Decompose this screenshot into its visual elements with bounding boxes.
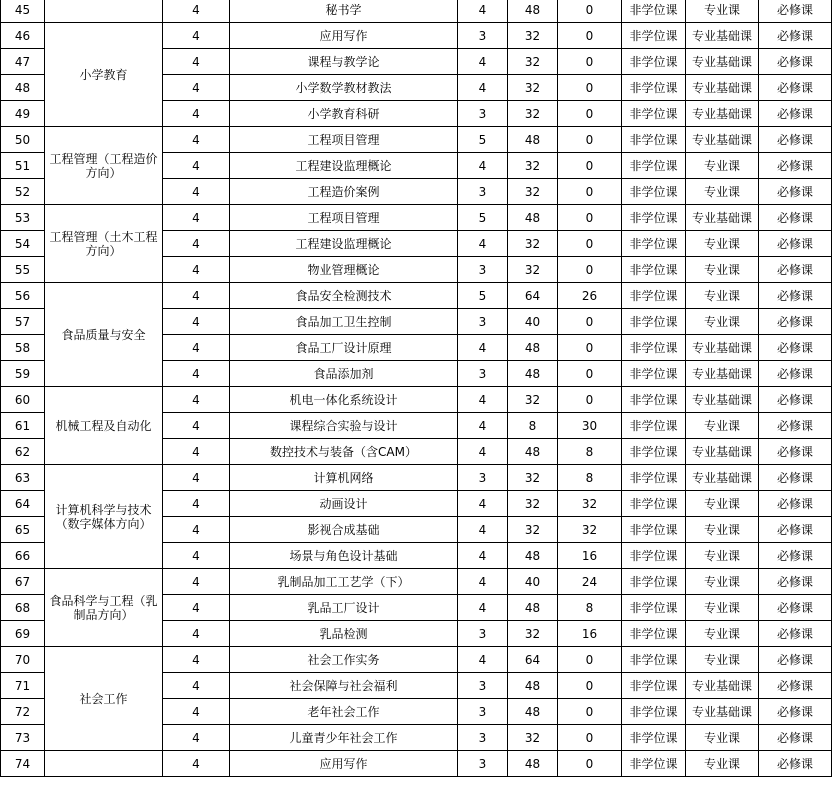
cell-hours: 48 [508,0,558,23]
cell-term: 4 [163,153,230,179]
cell-course: 乳品工厂设计 [230,595,458,621]
cell-category: 专业课 [686,725,759,751]
cell-course: 课程与教学论 [230,49,458,75]
cell-term: 4 [163,101,230,127]
cell-degree: 非学位课 [622,49,686,75]
cell-course: 社会工作实务 [230,647,458,673]
cell-hours: 32 [508,75,558,101]
cell-no: 52 [1,179,45,205]
cell-category: 专业基础课 [686,23,759,49]
cell-category: 专业课 [686,153,759,179]
cell-required: 必修课 [759,101,832,127]
cell-practice: 0 [558,49,622,75]
cell-degree: 非学位课 [622,257,686,283]
cell-category: 专业基础课 [686,465,759,491]
cell-hours: 64 [508,647,558,673]
cell-credits: 4 [458,647,508,673]
cell-practice: 0 [558,23,622,49]
cell-no: 70 [1,647,45,673]
cell-major [45,0,163,23]
cell-course: 老年社会工作 [230,699,458,725]
cell-course: 物业管理概论 [230,257,458,283]
cell-major: 食品科学与工程（乳制品方向） [45,569,163,647]
cell-credits: 3 [458,699,508,725]
cell-category: 专业课 [686,283,759,309]
cell-practice: 0 [558,647,622,673]
cell-course: 课程综合实验与设计 [230,413,458,439]
cell-required: 必修课 [759,491,832,517]
cell-degree: 非学位课 [622,153,686,179]
cell-credits: 3 [458,179,508,205]
table-row [1,283,832,309]
cell-major: 工程管理（工程造价方向） [45,127,163,205]
cell-practice: 24 [558,569,622,595]
cell-practice: 8 [558,595,622,621]
cell-practice: 0 [558,75,622,101]
cell-practice: 0 [558,387,622,413]
cell-degree: 非学位课 [622,309,686,335]
cell-hours: 48 [508,335,558,361]
cell-required: 必修课 [759,283,832,309]
cell-category: 专业基础课 [686,101,759,127]
cell-credits: 4 [458,49,508,75]
cell-credits: 3 [458,465,508,491]
cell-no: 49 [1,101,45,127]
cell-practice: 0 [558,257,622,283]
cell-term: 4 [163,751,230,777]
cell-credits: 4 [458,595,508,621]
cell-degree: 非学位课 [622,725,686,751]
cell-degree: 非学位课 [622,569,686,595]
table-row [1,0,832,23]
cell-credits: 4 [458,517,508,543]
cell-course: 食品安全检测技术 [230,283,458,309]
cell-term: 4 [163,361,230,387]
cell-practice: 0 [558,309,622,335]
cell-term: 4 [163,75,230,101]
cell-hours: 32 [508,49,558,75]
cell-degree: 非学位课 [622,361,686,387]
cell-required: 必修课 [759,439,832,465]
cell-category: 专业课 [686,413,759,439]
cell-degree: 非学位课 [622,673,686,699]
cell-degree: 非学位课 [622,101,686,127]
cell-degree: 非学位课 [622,75,686,101]
cell-hours: 48 [508,439,558,465]
cell-degree: 非学位课 [622,283,686,309]
cell-required: 必修课 [759,413,832,439]
cell-course: 乳制品加工工艺学（下） [230,569,458,595]
cell-required: 必修课 [759,751,832,777]
cell-term: 4 [163,673,230,699]
cell-course: 工程项目管理 [230,127,458,153]
cell-hours: 32 [508,257,558,283]
cell-credits: 3 [458,309,508,335]
cell-course: 场景与角色设计基础 [230,543,458,569]
cell-practice: 0 [558,231,622,257]
cell-hours: 32 [508,491,558,517]
cell-degree: 非学位课 [622,543,686,569]
cell-degree: 非学位课 [622,179,686,205]
cell-hours: 40 [508,569,558,595]
cell-major: 小学教育 [45,23,163,127]
table-row [1,751,832,777]
cell-hours: 48 [508,361,558,387]
cell-term: 4 [163,0,230,23]
table-body [1,0,832,777]
cell-no: 59 [1,361,45,387]
cell-degree: 非学位课 [622,127,686,153]
cell-required: 必修课 [759,257,832,283]
cell-term: 4 [163,309,230,335]
cell-hours: 48 [508,751,558,777]
cell-no: 67 [1,569,45,595]
cell-term: 4 [163,127,230,153]
cell-term: 4 [163,257,230,283]
cell-term: 4 [163,335,230,361]
cell-credits: 5 [458,283,508,309]
cell-term: 4 [163,179,230,205]
cell-credits: 4 [458,413,508,439]
cell-practice: 8 [558,439,622,465]
cell-credits: 3 [458,361,508,387]
cell-required: 必修课 [759,673,832,699]
cell-hours: 32 [508,621,558,647]
cell-no: 68 [1,595,45,621]
cell-no: 55 [1,257,45,283]
cell-required: 必修课 [759,231,832,257]
cell-term: 4 [163,543,230,569]
cell-hours: 48 [508,127,558,153]
cell-no: 48 [1,75,45,101]
cell-course: 动画设计 [230,491,458,517]
cell-degree: 非学位课 [622,517,686,543]
cell-practice: 0 [558,179,622,205]
cell-term: 4 [163,49,230,75]
cell-practice: 0 [558,673,622,699]
cell-practice: 30 [558,413,622,439]
cell-course: 儿童青少年社会工作 [230,725,458,751]
cell-course: 乳品检测 [230,621,458,647]
cell-term: 4 [163,569,230,595]
cell-course: 小学教育科研 [230,101,458,127]
cell-credits: 3 [458,725,508,751]
cell-category: 专业课 [686,491,759,517]
cell-hours: 48 [508,699,558,725]
cell-course: 应用写作 [230,751,458,777]
cell-required: 必修课 [759,543,832,569]
cell-credits: 4 [458,0,508,23]
cell-no: 65 [1,517,45,543]
cell-term: 4 [163,465,230,491]
cell-degree: 非学位课 [622,335,686,361]
cell-degree: 非学位课 [622,465,686,491]
cell-degree: 非学位课 [622,621,686,647]
cell-course: 秘书学 [230,0,458,23]
cell-degree: 非学位课 [622,595,686,621]
cell-credits: 4 [458,569,508,595]
cell-required: 必修课 [759,335,832,361]
cell-term: 4 [163,439,230,465]
cell-term: 4 [163,595,230,621]
cell-category: 专业课 [686,751,759,777]
cell-category: 专业课 [686,309,759,335]
cell-credits: 4 [458,75,508,101]
cell-category: 专业基础课 [686,127,759,153]
table-row [1,205,832,231]
cell-no: 47 [1,49,45,75]
cell-term: 4 [163,725,230,751]
cell-no: 71 [1,673,45,699]
cell-practice: 16 [558,543,622,569]
cell-term: 4 [163,387,230,413]
cell-category: 专业课 [686,257,759,283]
cell-practice: 8 [558,465,622,491]
cell-category: 专业课 [686,647,759,673]
cell-required: 必修课 [759,127,832,153]
cell-course: 应用写作 [230,23,458,49]
cell-course: 机电一体化系统设计 [230,387,458,413]
cell-required: 必修课 [759,387,832,413]
cell-no: 51 [1,153,45,179]
cell-required: 必修课 [759,465,832,491]
cell-no: 53 [1,205,45,231]
cell-hours: 48 [508,543,558,569]
cell-major: 机械工程及自动化 [45,387,163,465]
cell-degree: 非学位课 [622,491,686,517]
cell-term: 4 [163,205,230,231]
cell-major: 计算机科学与技术（数字媒体方向） [45,465,163,569]
cell-category: 专业基础课 [686,361,759,387]
cell-practice: 0 [558,0,622,23]
cell-practice: 0 [558,127,622,153]
cell-category: 专业基础课 [686,673,759,699]
cell-no: 69 [1,621,45,647]
cell-course: 工程建设监理概论 [230,153,458,179]
cell-category: 专业基础课 [686,387,759,413]
cell-credits: 4 [458,439,508,465]
cell-category: 专业基础课 [686,439,759,465]
cell-hours: 32 [508,517,558,543]
cell-degree: 非学位课 [622,231,686,257]
cell-course: 食品加工卫生控制 [230,309,458,335]
cell-required: 必修课 [759,75,832,101]
cell-hours: 40 [508,309,558,335]
cell-term: 4 [163,283,230,309]
cell-course: 工程建设监理概论 [230,231,458,257]
cell-term: 4 [163,491,230,517]
cell-hours: 32 [508,725,558,751]
cell-credits: 5 [458,205,508,231]
table-row [1,23,832,49]
cell-credits: 3 [458,257,508,283]
cell-practice: 26 [558,283,622,309]
cell-hours: 64 [508,283,558,309]
cell-term: 4 [163,413,230,439]
cell-category: 专业基础课 [686,205,759,231]
cell-major: 食品质量与安全 [45,283,163,387]
cell-required: 必修课 [759,309,832,335]
cell-credits: 5 [458,127,508,153]
cell-degree: 非学位课 [622,205,686,231]
cell-credits: 4 [458,231,508,257]
cell-practice: 0 [558,205,622,231]
cell-no: 73 [1,725,45,751]
cell-no: 50 [1,127,45,153]
cell-credits: 4 [458,543,508,569]
cell-category: 专业课 [686,0,759,23]
cell-course: 工程项目管理 [230,205,458,231]
cell-category: 专业基础课 [686,49,759,75]
cell-no: 62 [1,439,45,465]
cell-category: 专业课 [686,231,759,257]
cell-required: 必修课 [759,595,832,621]
cell-practice: 0 [558,153,622,179]
table-row [1,387,832,413]
cell-category: 专业基础课 [686,75,759,101]
table-row [1,465,832,491]
cell-hours: 8 [508,413,558,439]
cell-term: 4 [163,517,230,543]
cell-practice: 0 [558,699,622,725]
cell-degree: 非学位课 [622,699,686,725]
cell-credits: 3 [458,621,508,647]
cell-category: 专业课 [686,517,759,543]
cell-practice: 0 [558,751,622,777]
cell-credits: 4 [458,335,508,361]
cell-category: 专业课 [686,595,759,621]
table-row [1,647,832,673]
cell-category: 专业基础课 [686,335,759,361]
cell-no: 46 [1,23,45,49]
cell-no: 60 [1,387,45,413]
cell-degree: 非学位课 [622,413,686,439]
cell-required: 必修课 [759,49,832,75]
cell-credits: 4 [458,387,508,413]
cell-no: 56 [1,283,45,309]
cell-major [45,751,163,777]
cell-credits: 3 [458,101,508,127]
cell-course: 食品添加剂 [230,361,458,387]
cell-course: 数控技术与装备（含CAM） [230,439,458,465]
cell-degree: 非学位课 [622,647,686,673]
cell-hours: 32 [508,465,558,491]
cell-required: 必修课 [759,0,832,23]
cell-practice: 0 [558,101,622,127]
cell-category: 专业课 [686,179,759,205]
cell-required: 必修课 [759,153,832,179]
cell-category: 专业课 [686,543,759,569]
cell-required: 必修课 [759,361,832,387]
cell-course: 社会保障与社会福利 [230,673,458,699]
cell-hours: 32 [508,231,558,257]
cell-course: 计算机网络 [230,465,458,491]
cell-practice: 16 [558,621,622,647]
cell-required: 必修课 [759,725,832,751]
cell-no: 66 [1,543,45,569]
cell-no: 74 [1,751,45,777]
cell-required: 必修课 [759,569,832,595]
cell-practice: 0 [558,361,622,387]
cell-category: 专业课 [686,569,759,595]
cell-no: 57 [1,309,45,335]
cell-degree: 非学位课 [622,387,686,413]
cell-required: 必修课 [759,699,832,725]
cell-required: 必修课 [759,647,832,673]
cell-practice: 0 [558,335,622,361]
cell-credits: 4 [458,153,508,179]
cell-hours: 32 [508,23,558,49]
cell-hours: 48 [508,595,558,621]
table-row [1,569,832,595]
cell-major: 社会工作 [45,647,163,751]
cell-hours: 32 [508,387,558,413]
cell-major: 工程管理（土木工程方向） [45,205,163,283]
cell-credits: 3 [458,751,508,777]
cell-no: 64 [1,491,45,517]
cell-required: 必修课 [759,179,832,205]
cell-degree: 非学位课 [622,0,686,23]
cell-no: 58 [1,335,45,361]
cell-degree: 非学位课 [622,439,686,465]
cell-practice: 32 [558,517,622,543]
cell-course: 小学数学教材教法 [230,75,458,101]
cell-term: 4 [163,647,230,673]
cell-practice: 0 [558,725,622,751]
cell-required: 必修课 [759,23,832,49]
cell-term: 4 [163,699,230,725]
cell-required: 必修课 [759,205,832,231]
cell-category: 专业基础课 [686,699,759,725]
cell-degree: 非学位课 [622,751,686,777]
cell-hours: 48 [508,205,558,231]
cell-degree: 非学位课 [622,23,686,49]
cell-required: 必修课 [759,517,832,543]
cell-no: 72 [1,699,45,725]
cell-no: 45 [1,0,45,23]
cell-credits: 3 [458,673,508,699]
cell-term: 4 [163,621,230,647]
cell-required: 必修课 [759,621,832,647]
cell-no: 63 [1,465,45,491]
cell-hours: 32 [508,179,558,205]
cell-hours: 32 [508,153,558,179]
cell-credits: 3 [458,23,508,49]
table-row [1,127,832,153]
cell-hours: 32 [508,101,558,127]
cell-course: 工程造价案例 [230,179,458,205]
cell-term: 4 [163,23,230,49]
cell-hours: 48 [508,673,558,699]
cell-course: 影视合成基础 [230,517,458,543]
cell-no: 61 [1,413,45,439]
cell-term: 4 [163,231,230,257]
cell-practice: 32 [558,491,622,517]
cell-no: 54 [1,231,45,257]
cell-course: 食品工厂设计原理 [230,335,458,361]
cell-category: 专业课 [686,621,759,647]
cell-credits: 4 [458,491,508,517]
